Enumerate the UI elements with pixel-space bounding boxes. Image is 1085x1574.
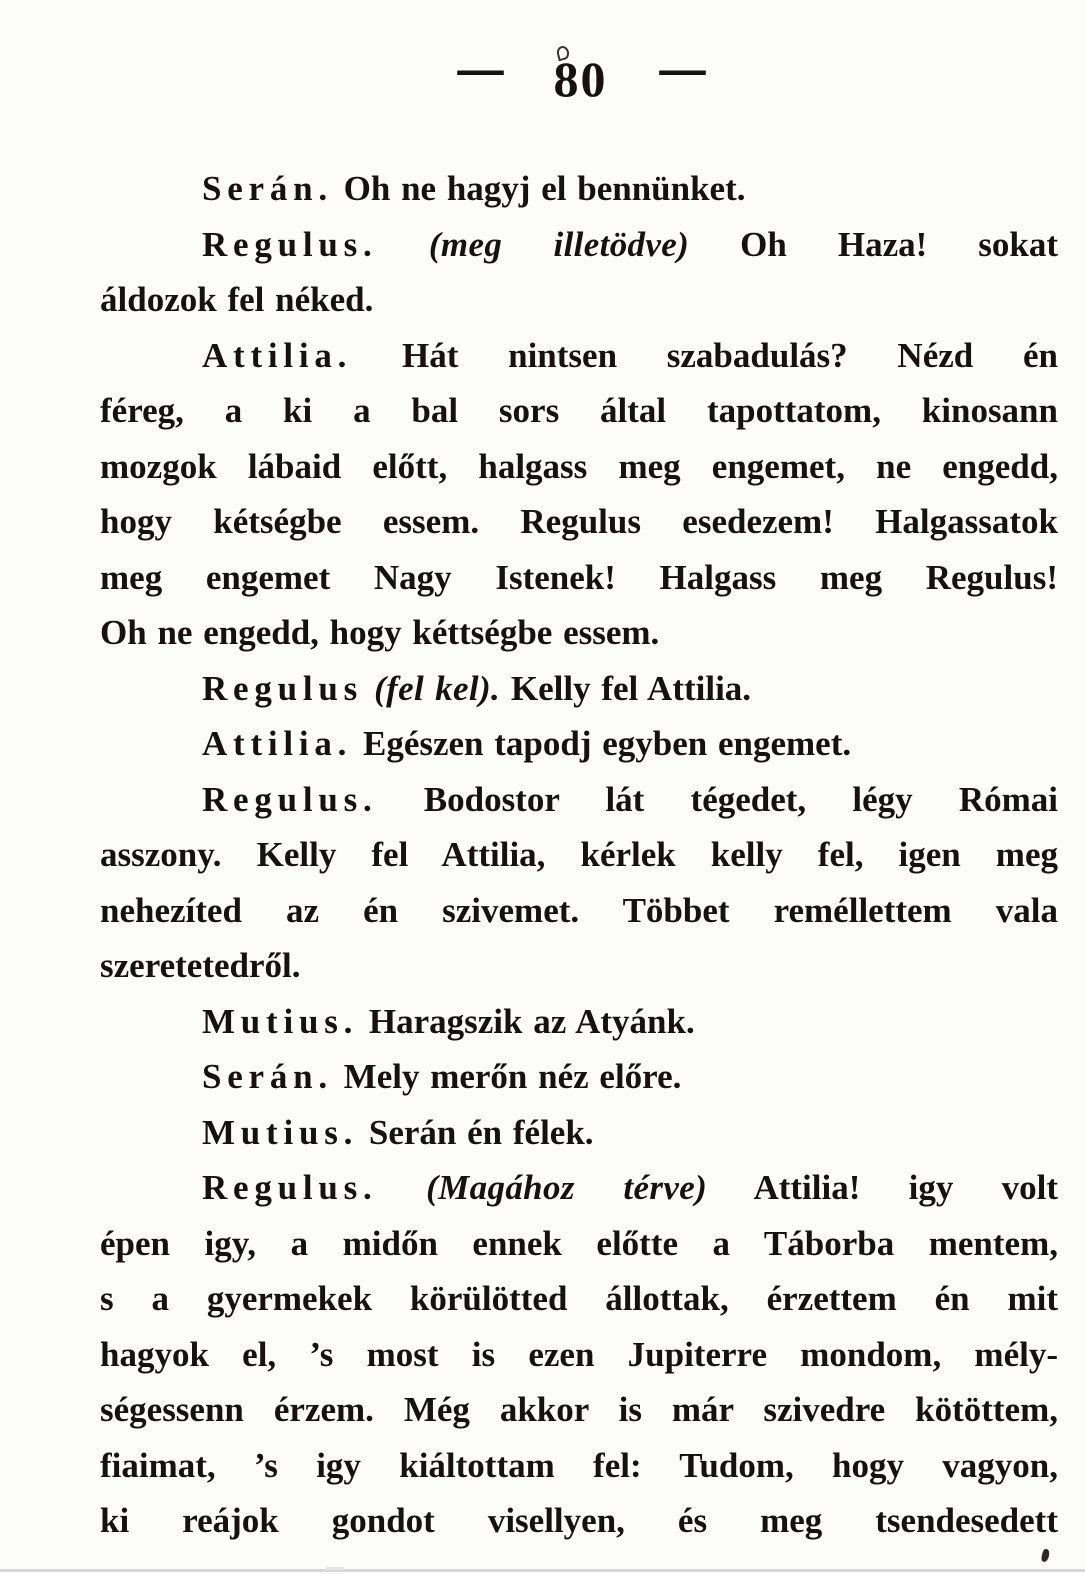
text-line (100, 1493, 1058, 1549)
text-line (100, 994, 1058, 1050)
text-line (100, 1105, 1058, 1161)
speaker-name: Regulus (202, 668, 364, 708)
speaker-name: Attilia. (202, 335, 353, 375)
text-line (100, 439, 1058, 495)
text-line (100, 605, 1058, 661)
speech-text: Mely merőn néz előre. (332, 1057, 682, 1096)
text-line (100, 1271, 1058, 1327)
speech-text: Bodostor lát tégedet, légy Római (377, 779, 1058, 819)
text-line (100, 827, 1058, 883)
speech-text: mozgok lábaid előtt, halgass meg engemet, ne engedd, (100, 446, 1058, 486)
stage-direction: (fel kel). (363, 668, 501, 708)
speech-text: Hát nintsen szabadulás? Nézd én (352, 335, 1058, 375)
speech-text: épen igy, a midőn ennek előtte a Táborba mentem, (100, 1223, 1058, 1263)
text-line (100, 1382, 1058, 1438)
text-line (100, 217, 1058, 273)
text-line (100, 1216, 1058, 1272)
text-line (100, 716, 1058, 772)
text-line (100, 1327, 1058, 1383)
speech-text: Oh Haza! sokat (689, 224, 1058, 264)
speaker-name: Regulus. (202, 224, 378, 264)
header-dash-right: — (659, 30, 704, 103)
speech-text: áldozok fel néked. (100, 280, 374, 319)
speech-text: Egészen tapodj egyben engemet. (352, 724, 852, 763)
speech-text: Oh ne engedd, hogy kéttségbe essem. (100, 613, 660, 652)
text-line (100, 161, 1058, 217)
speaker-name: Serán. (202, 169, 333, 208)
text-line (100, 661, 1058, 717)
speech-text: ségessenn érzem. Még akkor is már szivedre kötöttem, (100, 1390, 1058, 1429)
speaker-name: Mutius. (202, 1112, 359, 1152)
speech-text: ki reájok gondot visellyen, és meg tsendesedett (100, 1501, 1058, 1540)
speech-text: Oh ne hagyj el bennünket. (332, 169, 746, 208)
stage-direction: (meg illetödve) (377, 224, 690, 264)
speech-text: féreg, a ki a bal sors által tapottatom, kinosann (100, 391, 1058, 430)
text-line (100, 383, 1058, 439)
speech-text: Serán én félek. (358, 1112, 594, 1152)
page-header (38, 30, 1085, 107)
speaker-name: Regulus. (202, 779, 378, 819)
text-line (100, 272, 1058, 328)
text-line (100, 1160, 1058, 1216)
speaker-name: Serán. (202, 1057, 333, 1096)
stage-direction: (Magához térve) (377, 1168, 708, 1207)
text-line (100, 772, 1058, 828)
text-line (100, 1049, 1058, 1105)
text-line (100, 494, 1058, 550)
speech-text: meg engemet Nagy Istenek! Halgass meg Regulus! (100, 557, 1058, 597)
speech-text: asszony. Kelly fel Attilia, kérlek kelly fel, igen meg (100, 835, 1058, 874)
text-line (100, 883, 1058, 939)
text-line (100, 328, 1058, 384)
speech-text: szeretetedről. (100, 946, 301, 985)
speech-text: fiaimat, ’s igy kiáltottam fel: Tudom, hogy vagyon, (100, 1445, 1058, 1485)
speaker-name: Regulus. (202, 1168, 378, 1207)
scan-bottom-edge (0, 1569, 1085, 1572)
text-line (100, 550, 1058, 606)
speech-text: Attilia! igy volt (707, 1168, 1058, 1207)
scan-bottom-edge-notch (326, 1567, 344, 1570)
ink-speck (1041, 1548, 1051, 1562)
speech-text: hogy kétségbe essem. Regulus esedezem! Halgassatok (100, 502, 1058, 541)
speech-text: nehezíted az én szivemet. Többet reméllettem vala (100, 890, 1058, 930)
speech-text: Kelly fel Attilia. (500, 668, 752, 708)
text-block (100, 161, 1058, 1549)
speaker-name: Attilia. (202, 724, 353, 763)
text-line (100, 1438, 1058, 1494)
header-dash-left: — (457, 30, 502, 103)
text-line (100, 938, 1058, 994)
speaker-name: Mutius. (202, 1001, 359, 1041)
speech-text: hagyok el, ’s most is ezen Jupiterre mondom, mély- (100, 1334, 1058, 1374)
speech-text: Haragszik az Atyánk. (358, 1001, 695, 1041)
page-number: 80 (553, 51, 608, 107)
speech-text: s a gyermekek körülötted állottak, érzettem én mit (100, 1279, 1058, 1318)
